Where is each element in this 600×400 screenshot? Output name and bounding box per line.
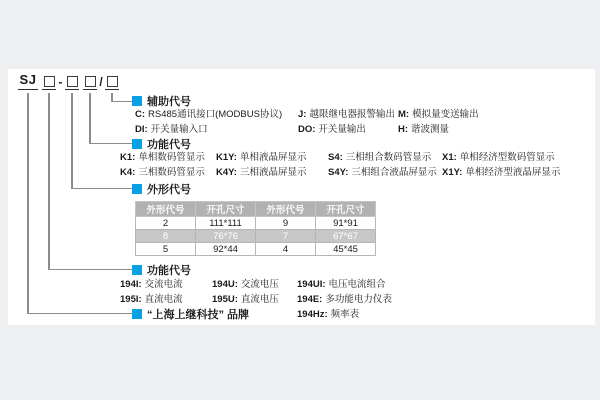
table-cell: 8 [136, 230, 196, 243]
placeholder-box-icon [85, 76, 96, 87]
brand-title-text: “上海上继科技” 品牌 [147, 308, 250, 321]
model-code-box-2 [65, 74, 79, 90]
table-row [136, 217, 376, 230]
connector-vline-shape [71, 93, 73, 189]
placeholder-box-icon [107, 76, 118, 87]
table-cell: 2 [136, 217, 196, 230]
placeholder-box-icon [67, 76, 78, 87]
square-bullet-icon [132, 265, 142, 275]
model-code-slash: / [99, 75, 103, 89]
model-prefix-text: SJ [19, 72, 37, 87]
connector-hline-function-display [89, 143, 132, 145]
table-cell: 5 [136, 243, 196, 256]
model-code-box-3 [83, 74, 97, 90]
section-title-text: 外形代号 [147, 183, 191, 196]
connector-vline-function-display [89, 93, 91, 144]
list-item: K4: 三相数码管显示 [120, 167, 205, 178]
model-code-box-1 [42, 74, 56, 90]
auxiliary-code-list [135, 109, 538, 136]
square-bullet-icon [132, 139, 142, 149]
table-cell: 9 [256, 217, 316, 230]
connector-vline-brand [27, 93, 29, 314]
section-title-brand [132, 307, 249, 320]
table-cell: 91*91 [316, 217, 376, 230]
table-cell: 45*45 [316, 243, 376, 256]
list-item: M: 模拟量变送输出 [398, 109, 479, 120]
list-item: K1Y: 单相液晶屏显示 [216, 152, 307, 163]
table-header-cell: 开孔尺寸 [196, 202, 256, 217]
connector-hline-auxiliary [111, 101, 132, 103]
connector-hline-shape [71, 188, 132, 190]
function-display-list [120, 152, 597, 179]
section-title-function-type [132, 263, 191, 276]
table-cell: 92*44 [196, 243, 256, 256]
list-item: 194E: 多功能电力仪表 [297, 294, 392, 305]
table-row [136, 243, 376, 256]
list-item: H: 谐波测量 [398, 124, 450, 135]
section-title-function-display [132, 137, 191, 150]
list-item: 195I: 直流电流 [120, 294, 183, 305]
shape-code-table [135, 201, 376, 256]
table-cell: 67*67 [316, 230, 376, 243]
list-item: K4Y: 三相液晶屏显示 [216, 167, 307, 178]
list-item: 194I: 交流电流 [120, 279, 183, 290]
model-code-box-4 [105, 74, 119, 90]
table-row-highlighted [136, 230, 376, 243]
list-item: 194UI: 电压电流组合 [297, 279, 386, 290]
list-item: C: RS485通讯接口(MODBUS协议) [135, 109, 283, 120]
list-item: S4: 三相组合数码管显示 [328, 152, 432, 163]
list-item: X1Y: 单相经济型液晶屏显示 [442, 167, 561, 178]
square-bullet-icon [132, 96, 142, 106]
list-item: 195U: 直流电压 [212, 294, 279, 305]
square-bullet-icon [132, 184, 142, 194]
table-cell: 111*111 [196, 217, 256, 230]
placeholder-box-icon [44, 76, 55, 87]
list-item: X1: 单相经济型数码管显示 [442, 152, 555, 163]
model-code-prefix [18, 74, 38, 90]
list-item: 194Hz: 频率表 [297, 309, 360, 320]
section-title-auxiliary [132, 94, 191, 107]
table-cell: 4 [256, 243, 316, 256]
section-title-shape [132, 182, 191, 195]
list-item: S4Y: 三相组合液晶屏显示 [328, 167, 437, 178]
section-title-text: 功能代号 [147, 264, 191, 277]
table-header-row [136, 202, 376, 217]
section-title-text: 辅助代号 [147, 95, 191, 108]
list-item: J: 越限继电器报警输出 [298, 109, 395, 120]
section-title-text: 功能代号 [147, 138, 191, 151]
model-code-dash: - [58, 75, 63, 89]
square-bullet-icon [132, 309, 142, 319]
list-item: DO: 开关量输出 [298, 124, 366, 135]
list-item: K1: 单相数码管显示 [120, 152, 205, 163]
table-header-cell: 外形代号 [136, 202, 196, 217]
connector-hline-function-type [48, 269, 132, 271]
connector-vline-function-type [48, 93, 50, 270]
table-header-cell: 外形代号 [256, 202, 316, 217]
table-cell: 76*76 [196, 230, 256, 243]
connector-hline-brand [27, 313, 132, 315]
list-item: DI: 开关量输入口 [135, 124, 208, 135]
table-cell: 7 [256, 230, 316, 243]
table-header-cell: 开孔尺寸 [316, 202, 376, 217]
list-item: 194U: 交流电压 [212, 279, 279, 290]
